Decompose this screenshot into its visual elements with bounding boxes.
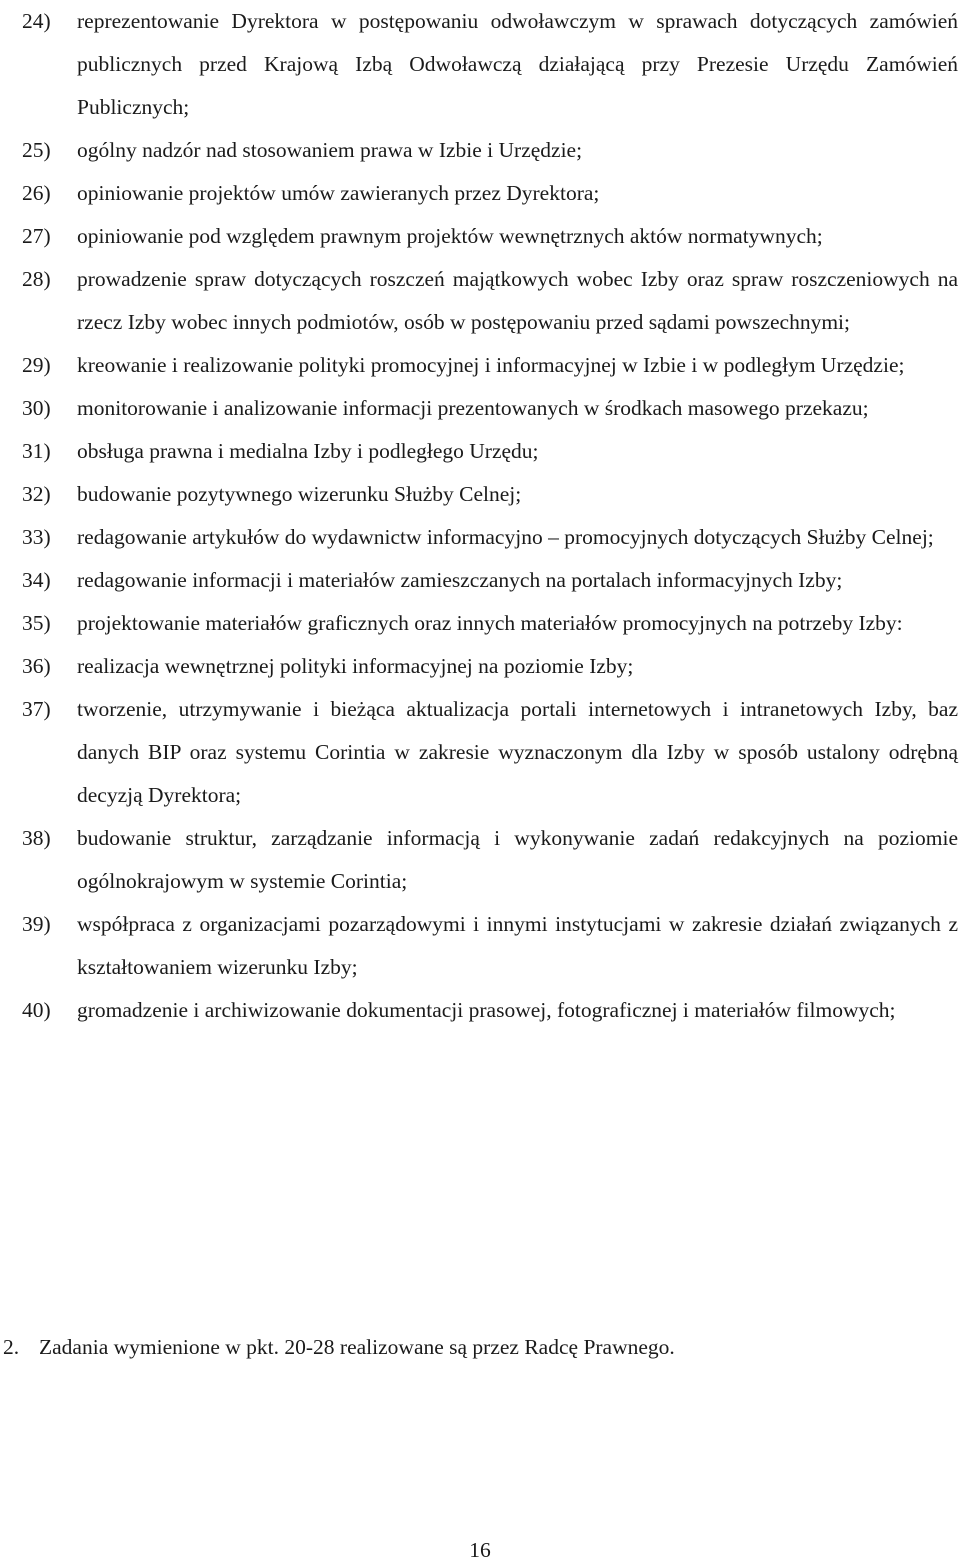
item-text: monitorowanie i analizowanie informacji prezentowanych w środkach masowego przekazu;	[77, 396, 869, 420]
paragraph-text: Zadania wymienione w pkt. 20-28 realizowane są przez Radcę Prawnego.	[39, 1335, 675, 1359]
paragraph-number: 2.	[3, 1335, 20, 1359]
item-number: 31)	[22, 439, 51, 463]
list-item	[22, 344, 958, 387]
item-text: opiniowanie pod względem prawnym projektów wewnętrznych aktów normatywnych;	[77, 224, 823, 248]
item-text: gromadzenie i archiwizowanie dokumentacji prasowej, fotograficznej i materiałów filmowych;	[77, 998, 896, 1022]
list-item	[22, 559, 958, 602]
numbered-list	[22, 0, 958, 1032]
list-item	[22, 602, 958, 645]
item-number: 28)	[22, 267, 51, 291]
item-number: 30)	[22, 396, 51, 420]
item-number: 33)	[22, 525, 51, 549]
list-item	[22, 258, 958, 344]
item-text: obsługa prawna i medialna Izby i podległego Urzędu;	[77, 439, 539, 463]
list-item	[22, 387, 958, 430]
item-text: reprezentowanie Dyrektora w postępowaniu odwoławczym w sprawach dotyczących zamówień publicznych przed Krajową Izbą Odwoławczą działającą przy Prezesie Urzędu Zamówień Publicznych;	[77, 9, 958, 119]
list-item	[22, 473, 958, 516]
list-item	[22, 516, 958, 559]
list-item	[22, 430, 958, 473]
list-item	[22, 817, 958, 903]
item-text: realizacja wewnętrznej polityki informacyjnej na poziomie Izby;	[77, 654, 634, 678]
list-item	[22, 0, 958, 129]
item-text: budowanie struktur, zarządzanie informacją i wykonywanie zadań redakcyjnych na poziomie ogólnokrajowym w systemie Corintia;	[77, 826, 958, 893]
item-number: 25)	[22, 138, 51, 162]
list-item	[22, 903, 958, 989]
item-text: redagowanie informacji i materiałów zamieszczanych na portalach informacyjnych Izby;	[77, 568, 843, 592]
item-number: 40)	[22, 998, 51, 1022]
list-item	[22, 129, 958, 172]
item-text: budowanie pozytywnego wizerunku Służby Celnej;	[77, 482, 522, 506]
page-number: 16	[469, 1538, 491, 1562]
list-item	[22, 688, 958, 817]
list-item	[22, 989, 958, 1032]
final-paragraph	[3, 1326, 953, 1369]
list-item	[22, 172, 958, 215]
item-number: 39)	[22, 912, 51, 936]
item-number: 36)	[22, 654, 51, 678]
item-number: 35)	[22, 611, 51, 635]
item-number: 29)	[22, 353, 51, 377]
item-number: 26)	[22, 181, 51, 205]
item-text: redagowanie artykułów do wydawnictw informacyjno – promocyjnych dotyczących Służby Celnej;	[77, 525, 934, 549]
item-text: kreowanie i realizowanie polityki promocyjnej i informacyjnej w Izbie i w podległym Urzędzie;	[77, 353, 905, 377]
item-number: 24)	[22, 9, 51, 33]
item-number: 38)	[22, 826, 51, 850]
item-text: projektowanie materiałów graficznych oraz innych materiałów promocyjnych na potrzeby Izby:	[77, 611, 903, 635]
item-number: 34)	[22, 568, 51, 592]
item-number: 32)	[22, 482, 51, 506]
list-item	[22, 215, 958, 258]
item-text: tworzenie, utrzymywanie i bieżąca aktualizacja portali internetowych i intranetowych Izby, baz danych BIP oraz systemu Corintia w zakresie wyznaczonym dla Izby w sposób ustalony odrębną decyzją Dyrektora;	[77, 697, 958, 807]
item-number: 27)	[22, 224, 51, 248]
item-text: opiniowanie projektów umów zawieranych przez Dyrektora;	[77, 181, 600, 205]
item-number: 37)	[22, 697, 51, 721]
item-text: współpraca z organizacjami pozarządowymi i innymi instytucjami w zakresie działań związanych z kształtowaniem wizerunku Izby;	[77, 912, 958, 979]
list-item	[22, 645, 958, 688]
item-text: ogólny nadzór nad stosowaniem prawa w Izbie i Urzędzie;	[77, 138, 583, 162]
item-text: prowadzenie spraw dotyczących roszczeń majątkowych wobec Izby oraz spraw roszczeniowych na rzecz Izby wobec innych podmiotów, osób w postępowaniu przed sądami powszechnymi;	[77, 267, 958, 334]
